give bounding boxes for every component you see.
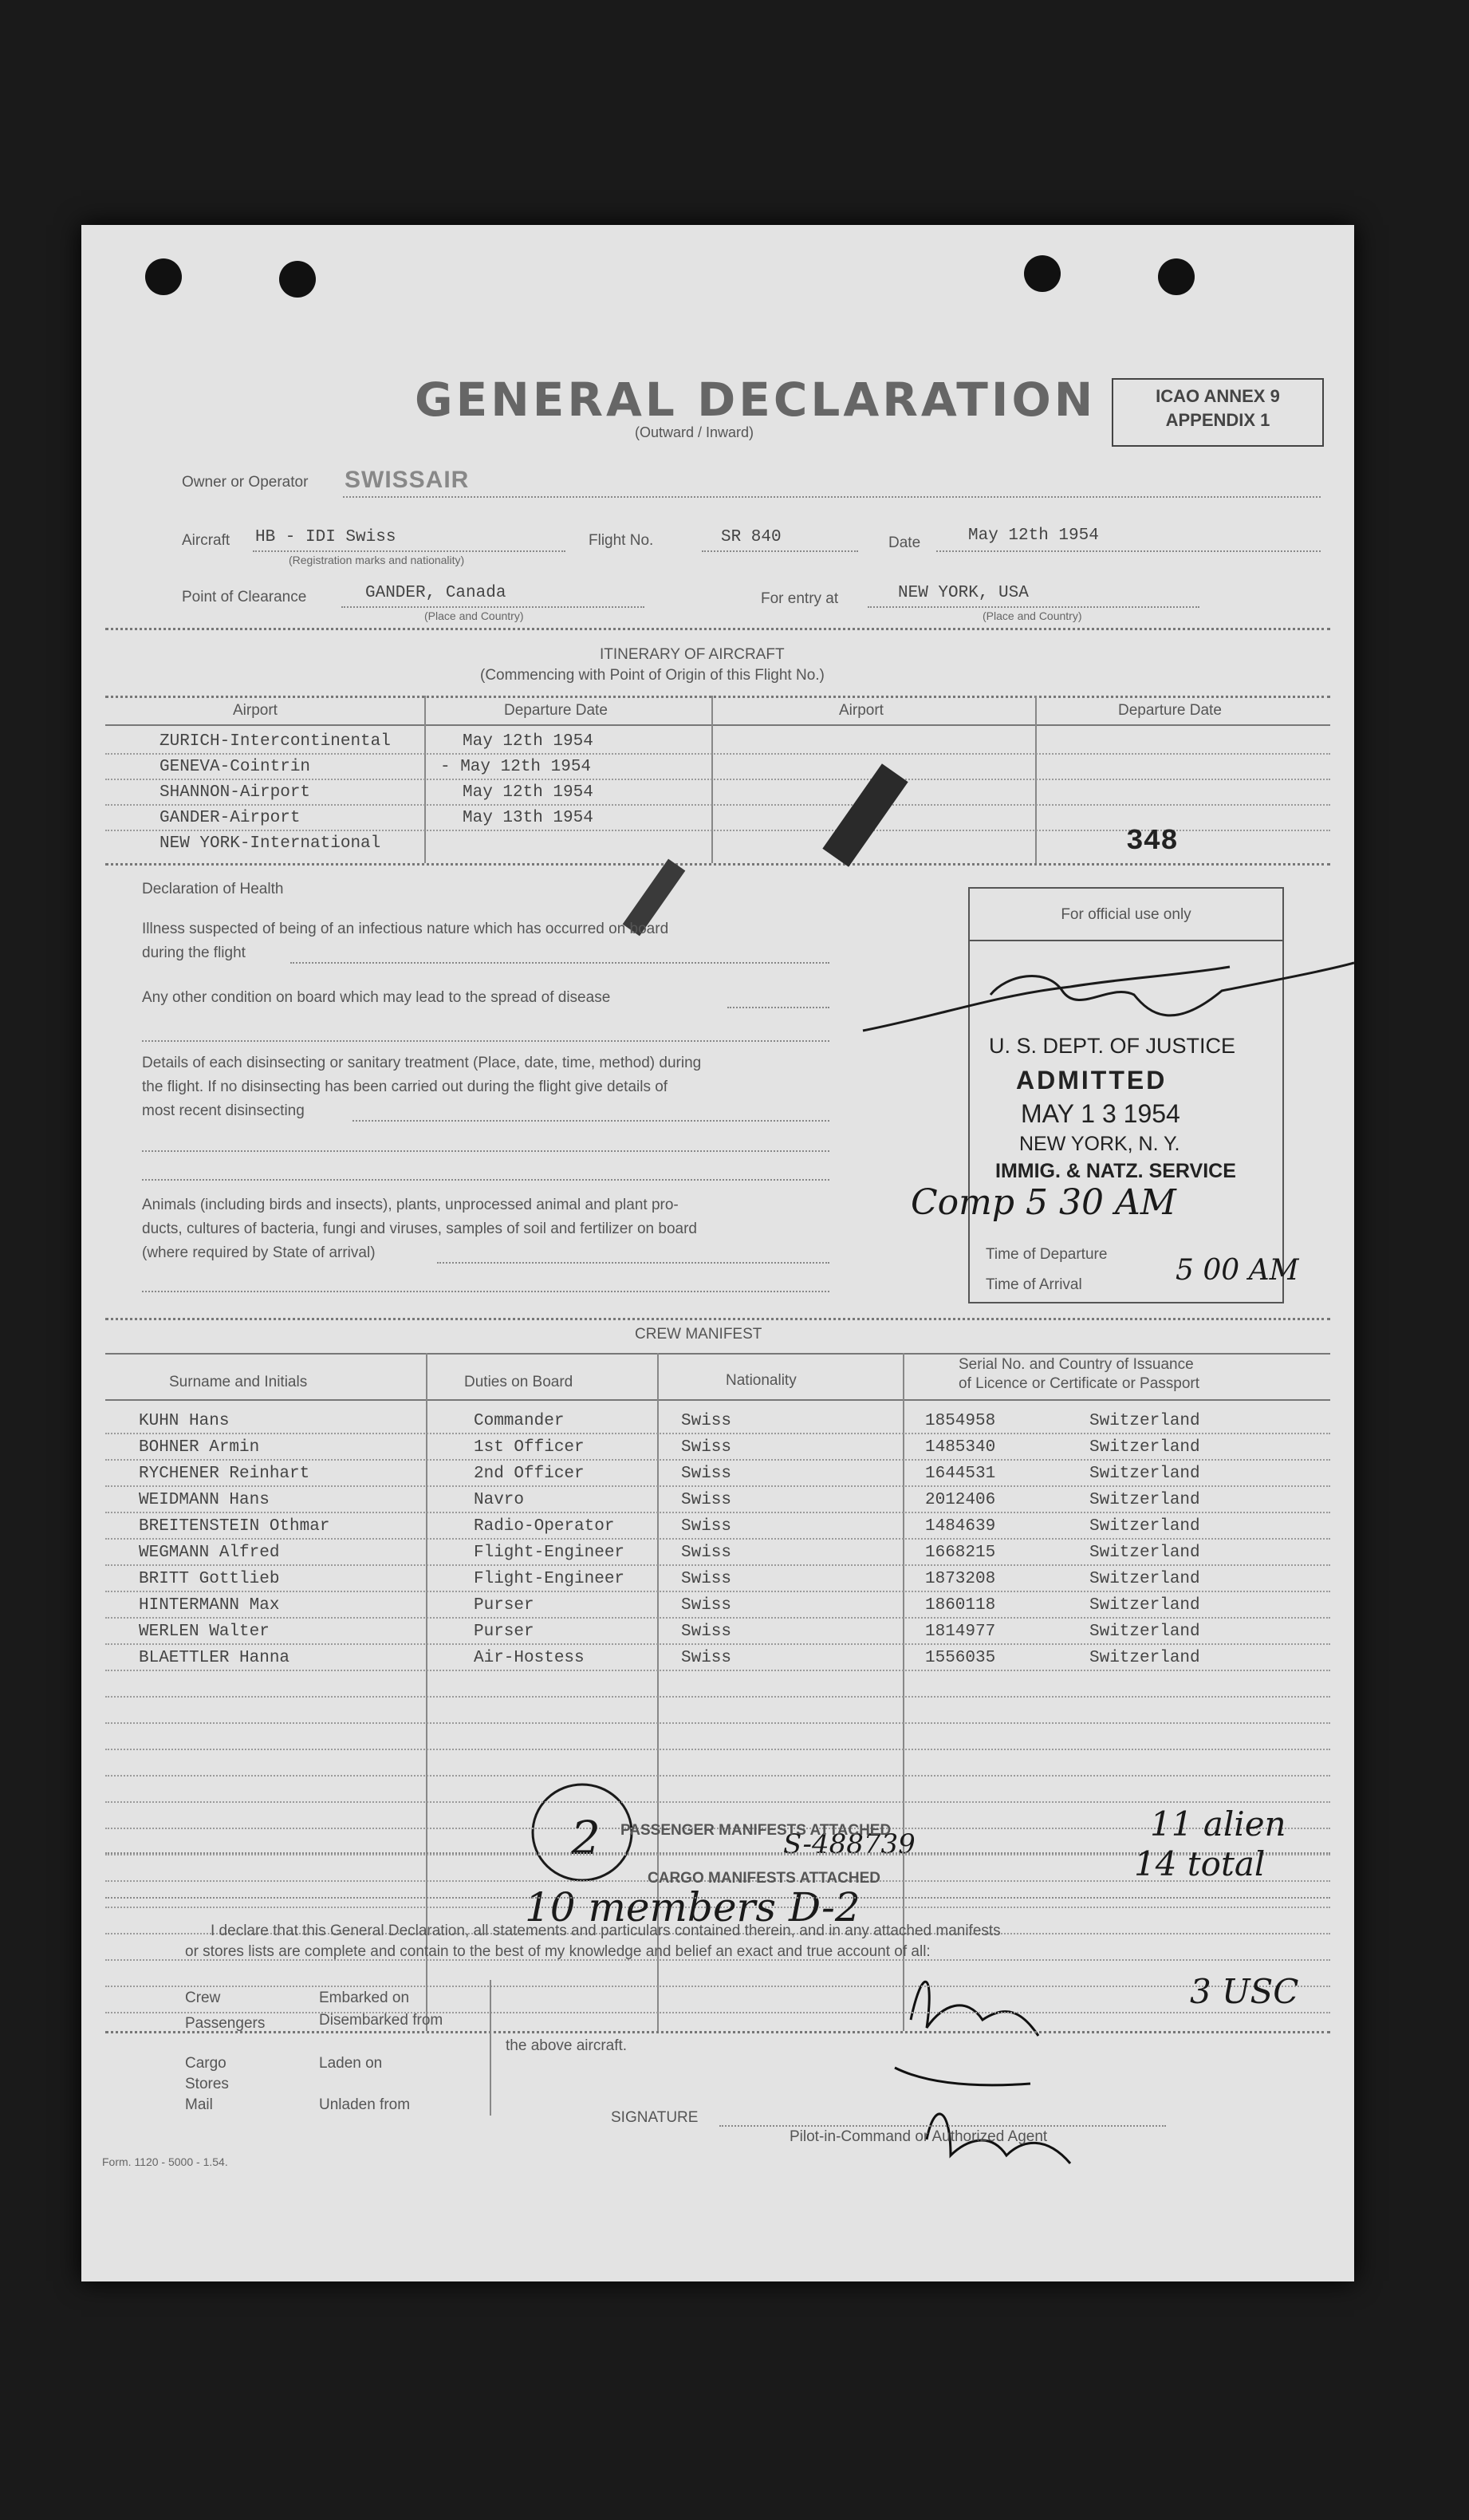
crew-cell-duty: Navro: [474, 1491, 525, 1509]
crew-cell-name: BLAETTLER Hanna: [139, 1649, 290, 1667]
crew-cell-serial: 2012406: [925, 1491, 996, 1509]
crew-cell-country: Switzerland: [1089, 1517, 1200, 1536]
itinerary-col-departure2: Departure Date: [1118, 702, 1222, 719]
icao-line2: APPENDIX 1: [1165, 410, 1270, 430]
passenger-manifest-label: PASSENGER MANIFESTS ATTACHED: [620, 1822, 892, 1839]
bracket-line: [490, 1980, 491, 2116]
crew-cell-nat: Swiss: [681, 1491, 732, 1509]
row-line: [105, 1538, 1330, 1540]
crew-cell-serial: 1854958: [925, 1412, 996, 1430]
row-line: [105, 1512, 1330, 1513]
declaration-line2: or stores lists are complete and contain to the best of my knowledge and belief an exact and true account of all:: [185, 1943, 931, 1960]
declaration-stores: Stores: [185, 2076, 229, 2092]
handwritten-total-note: 14 total: [1134, 1844, 1266, 1883]
official-heading: For official use only: [1061, 906, 1191, 923]
declaration-line1: I declare that this General Declaration, all statements and particulars contained therein, and in any attached manifests: [211, 1923, 1001, 1939]
handwritten-alien-note: 11 alien: [1150, 1804, 1286, 1844]
entry-label: For entry at: [761, 590, 839, 607]
crew-col-serial2: of Licence or Certificate or Passport: [959, 1375, 1200, 1392]
clearance-value: GANDER, Canada: [365, 584, 506, 602]
row-line: [105, 1643, 1330, 1645]
itinerary-col-airport: Airport: [233, 702, 278, 719]
rule: [105, 1897, 1330, 1899]
crew-cell-duty: Commander: [474, 1412, 565, 1430]
declaration-disembarked: Disembarked from: [319, 2012, 443, 2029]
crew-cell-nat: Swiss: [681, 1570, 732, 1588]
crew-cell-country: Switzerland: [1089, 1570, 1200, 1588]
itinerary-col-departure: Departure Date: [504, 702, 608, 719]
crew-cell-duty: 1st Officer: [474, 1438, 585, 1457]
crew-cell-name: HINTERMANN Max: [139, 1596, 280, 1615]
crew-cell-serial: 1644531: [925, 1465, 996, 1483]
signature-line: [719, 2125, 1166, 2127]
handwritten-comp-note: Comp 5 30 AM: [911, 1182, 1176, 1223]
stamp-dept: U. S. DEPT. OF JUSTICE: [989, 1034, 1236, 1058]
crew-cell-nat: Swiss: [681, 1649, 732, 1667]
row-line: [105, 1485, 1330, 1487]
stamp-date: MAY 1 3 1954: [1021, 1099, 1180, 1128]
departure-time-label: Time of Departure: [986, 1246, 1108, 1263]
flight-label: Flight No.: [589, 532, 654, 549]
rule: [105, 1353, 1330, 1355]
crew-cell-name: BRITT Gottlieb: [139, 1570, 280, 1588]
row-line: [105, 1564, 1330, 1566]
health-animals-line1: Animals (including birds and insects), plants, unprocessed animal and plant pro-: [142, 1197, 679, 1213]
itinerary-airport: GENEVA-Cointrin: [160, 758, 311, 776]
health-animals-line3: (where required by State of arrival): [142, 1244, 376, 1261]
stamp-service: IMMIG. & NATZ. SERVICE: [995, 1160, 1236, 1182]
aircraft-sub: (Registration marks and nationality): [289, 554, 465, 566]
date-label: Date: [888, 534, 921, 551]
health-illness-line2: during the flight: [142, 945, 246, 961]
flight-value: SR 840: [721, 528, 782, 546]
declaration-crew: Crew: [185, 1990, 221, 2006]
declaration-embarked: Embarked on: [319, 1990, 410, 2006]
row-line: [105, 1459, 1330, 1461]
crew-cell-country: Switzerland: [1089, 1412, 1200, 1430]
itinerary-date: - May 12th 1954: [440, 758, 592, 776]
stamp-admitted: ADMITTED: [1016, 1066, 1168, 1094]
health-disinsecting-line3: most recent disinsecting: [142, 1102, 305, 1119]
itinerary-col-airport2: Airport: [839, 702, 884, 719]
crew-cell-country: Switzerland: [1089, 1596, 1200, 1615]
row-line: [105, 1696, 1330, 1698]
declaration-sheet: [81, 225, 1354, 2281]
itinerary-date: May 12th 1954: [463, 732, 593, 751]
signature-stroke: [863, 967, 1230, 1031]
aircraft-label: Aircraft: [182, 532, 230, 549]
declaration-unladen: Unladen from: [319, 2096, 411, 2113]
form-subtitle: (Outward / Inward): [635, 424, 754, 440]
handwritten-members-note: 10 members D-2: [525, 1884, 861, 1930]
crew-cell-country: Switzerland: [1089, 1623, 1200, 1641]
row-line: [105, 1670, 1330, 1671]
itinerary-airport: NEW YORK-International: [160, 834, 381, 853]
crew-cell-serial: 1860118: [925, 1596, 996, 1615]
handwritten-serial-note: S-488739: [783, 1828, 916, 1860]
crew-cell-serial: 1873208: [925, 1570, 996, 1588]
rule: [105, 1399, 1330, 1401]
crew-col-nationality: Nationality: [726, 1372, 797, 1389]
row-line: [105, 1749, 1330, 1750]
health-heading: Declaration of Health: [142, 881, 284, 897]
itinerary-airport: SHANNON-Airport: [160, 783, 311, 802]
declaration-passengers: Passengers: [185, 2015, 266, 2032]
crew-col-duties: Duties on Board: [464, 1374, 573, 1390]
crew-cell-name: WEIDMANN Hans: [139, 1491, 270, 1509]
crew-cell-duty: Air-Hostess: [474, 1649, 585, 1667]
crew-cell-serial: 1484639: [925, 1517, 996, 1536]
row-line: [105, 2012, 1330, 2013]
crew-cell-nat: Swiss: [681, 1596, 732, 1615]
clearance-sub: (Place and Country): [424, 609, 524, 622]
crew-cell-serial: 1668215: [925, 1544, 996, 1562]
health-other: Any other condition on board which may lead to the spread of disease: [142, 989, 611, 1006]
crew-cell-serial: 1485340: [925, 1438, 996, 1457]
pilot-signature: [895, 1982, 1038, 2085]
crew-cell-duty: Flight-Engineer: [474, 1544, 625, 1562]
crew-cell-duty: Flight-Engineer: [474, 1570, 625, 1588]
health-disinsecting-line1: Details of each disinsecting or sanitary treatment (Place, date, time, method) during: [142, 1055, 702, 1071]
crew-cell-name: BREITENSTEIN Othmar: [139, 1517, 330, 1536]
declaration-laden: Laden on: [319, 2055, 383, 2072]
health-disinsecting-line2: the flight. If no disinsecting has been carried out during the flight give details of: [142, 1079, 668, 1095]
row-line: [105, 1722, 1330, 1724]
itinerary-date: May 12th 1954: [463, 783, 593, 802]
pilot-label: Pilot-in-Command or Authorized Agent: [790, 2128, 1048, 2145]
crew-cell-nat: Swiss: [681, 1623, 732, 1641]
itinerary-date: May 13th 1954: [463, 809, 593, 827]
itinerary-number: 348: [1126, 825, 1178, 858]
signature-label: SIGNATURE: [611, 2109, 699, 2126]
itinerary-airport: GANDER-Airport: [160, 809, 301, 827]
handwritten-usc-note: 3 USC: [1190, 1972, 1299, 2011]
rule: [105, 1318, 1330, 1320]
clearance-label: Point of Clearance: [182, 589, 307, 605]
handwritten-arrival-note: 5 00 AM: [1176, 1254, 1299, 1287]
crew-cell-duty: Radio-Operator: [474, 1517, 615, 1536]
crew-cell-nat: Swiss: [681, 1465, 732, 1483]
row-line: [105, 1591, 1330, 1592]
row-line: [105, 1433, 1330, 1434]
crew-cell-duty: Purser: [474, 1596, 534, 1615]
declaration-above: the above aircraft.: [506, 2037, 628, 2054]
crew-cell-country: Switzerland: [1089, 1438, 1200, 1457]
crew-cell-serial: 1814977: [925, 1623, 996, 1641]
crew-cell-name: BOHNER Armin: [139, 1438, 260, 1457]
owner-value: SWISSAIR: [345, 467, 470, 493]
itinerary-airport: ZURICH-Intercontinental: [160, 732, 391, 751]
row-line: [105, 1617, 1330, 1619]
rule: [105, 2031, 1330, 2033]
handwriting-overlay: [81, 225, 1354, 2281]
crew-col-surname: Surname and Initials: [169, 1374, 308, 1390]
crew-cell-name: KUHN Hans: [139, 1412, 230, 1430]
crew-col-serial1: Serial No. and Country of Issuance: [959, 1356, 1194, 1373]
crew-cell-country: Switzerland: [1089, 1649, 1200, 1667]
row-line: [105, 1775, 1330, 1777]
form-title: GENERAL DECLARATION: [415, 373, 1097, 427]
health-animals-line2: ducts, cultures of bacteria, fungi and viruses, samples of soil and fertilizer on board: [142, 1221, 697, 1237]
crew-cell-name: RYCHENER Reinhart: [139, 1465, 310, 1483]
owner-label: Owner or Operator: [182, 474, 309, 491]
crew-cell-nat: Swiss: [681, 1544, 732, 1562]
crew-cell-country: Switzerland: [1089, 1465, 1200, 1483]
crew-cell-nat: Swiss: [681, 1517, 732, 1536]
itinerary-heading: ITINERARY OF AIRCRAFT: [600, 646, 785, 663]
aircraft-value: HB - IDI Swiss: [255, 528, 396, 546]
crew-cell-nat: Swiss: [681, 1438, 732, 1457]
icao-line1: ICAO ANNEX 9: [1156, 386, 1280, 406]
form-number: Form. 1120 - 5000 - 1.54.: [102, 2155, 228, 2168]
row-line: [105, 1986, 1330, 1987]
crew-heading: CREW MANIFEST: [635, 1326, 762, 1343]
crew-cell-country: Switzerland: [1089, 1491, 1200, 1509]
date-value: May 12th 1954: [968, 526, 1099, 545]
crew-cell-country: Switzerland: [1089, 1544, 1200, 1562]
crew-cell-name: WEGMANN Alfred: [139, 1544, 280, 1562]
crew-cell-name: WERLEN Walter: [139, 1623, 270, 1641]
declaration-cargo: Cargo: [185, 2055, 226, 2072]
itinerary-subheading: (Commencing with Point of Origin of this Flight No.): [480, 667, 825, 684]
declaration-mail: Mail: [185, 2096, 213, 2113]
stamp-city: NEW YORK, N. Y.: [1019, 1133, 1180, 1155]
row-line: [105, 1801, 1330, 1803]
entry-sub: (Place and Country): [983, 609, 1082, 622]
crew-cell-nat: Swiss: [681, 1412, 732, 1430]
crew-cell-serial: 1556035: [925, 1649, 996, 1667]
cargo-manifest-label: CARGO MANIFESTS ATTACHED: [648, 1870, 881, 1887]
crew-cell-duty: 2nd Officer: [474, 1465, 585, 1483]
crew-cell-duty: Purser: [474, 1623, 534, 1641]
entry-value: NEW YORK, USA: [898, 584, 1029, 602]
health-illness-line1: Illness suspected of being of an infectious nature which has occurred on board: [142, 921, 669, 937]
passenger-manifest-count: 2: [571, 1811, 601, 1865]
arrival-time-label: Time of Arrival: [986, 1276, 1082, 1293]
